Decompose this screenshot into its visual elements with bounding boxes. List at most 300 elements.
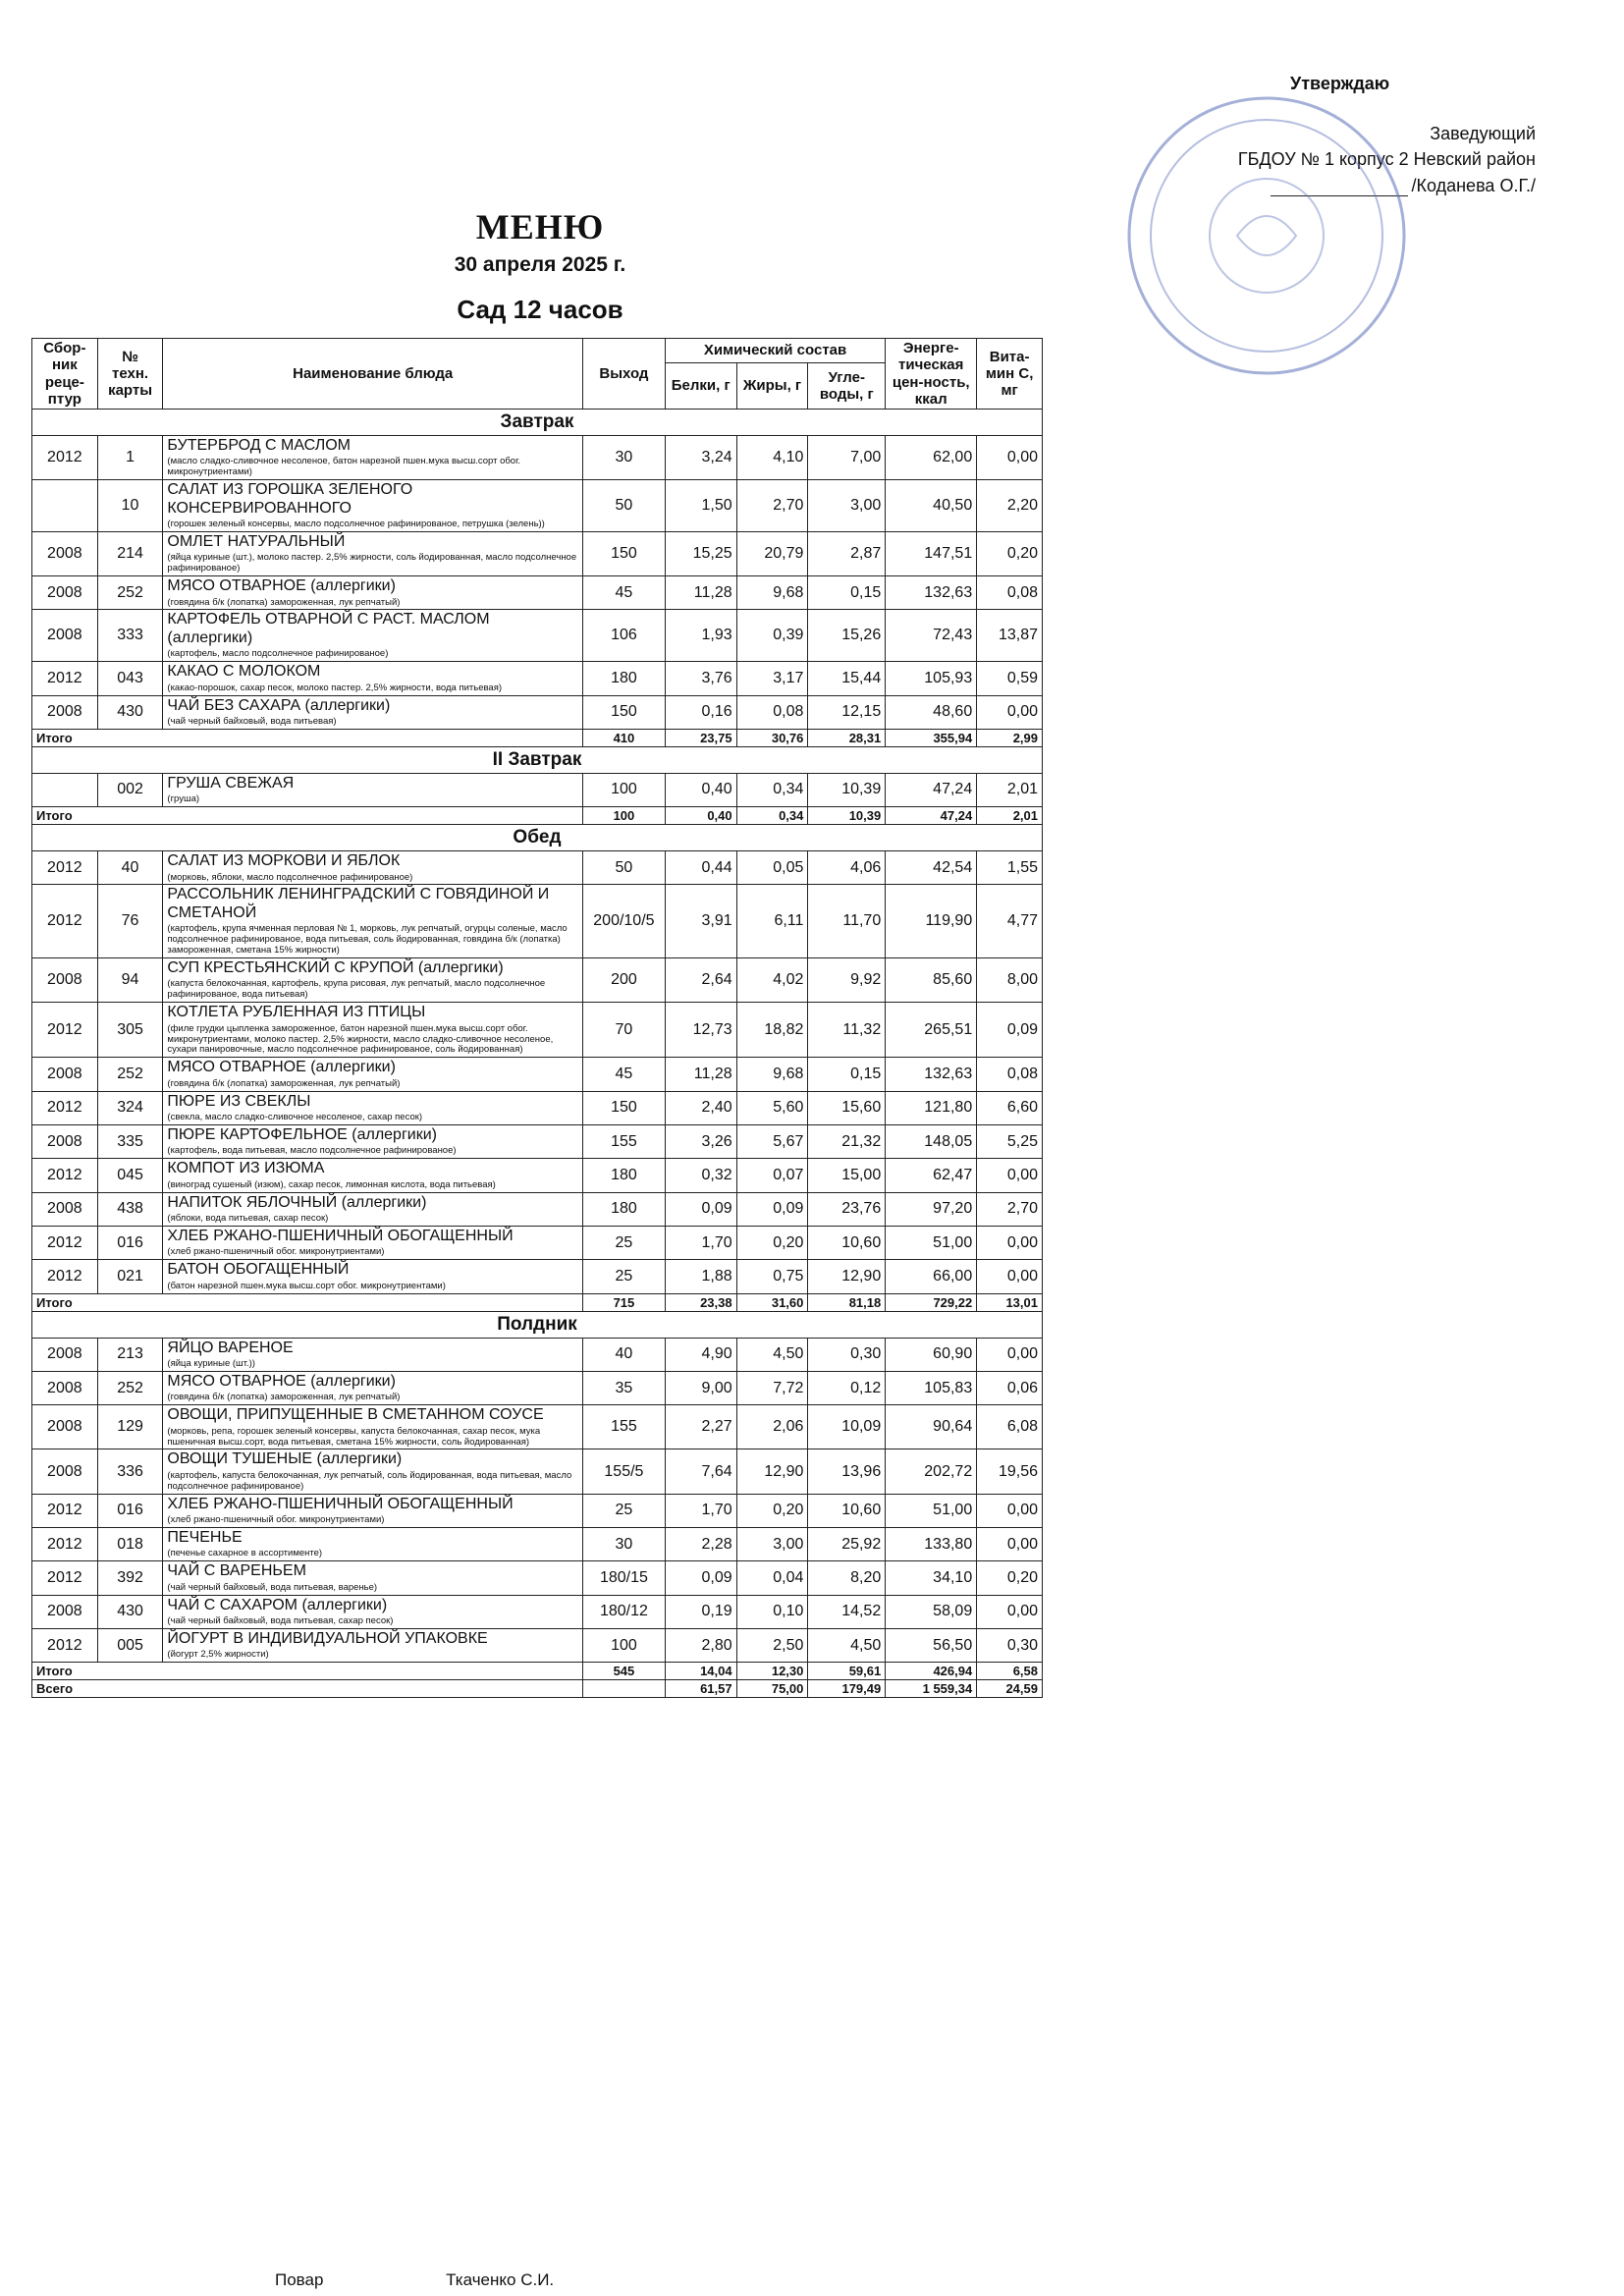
dish-name: ЧАЙ БЕЗ САХАРА (аллергики) [167, 696, 391, 714]
section-header [32, 1311, 1043, 1338]
total-yield: 545 [582, 1663, 665, 1680]
card-number: 430 [97, 695, 163, 729]
yield-value: 70 [582, 1003, 665, 1058]
total-yield: 715 [582, 1293, 665, 1311]
fat-value: 2,50 [736, 1628, 808, 1662]
dish-name: ХЛЕБ РЖАНО-ПШЕНИЧНЫЙ ОБОГАЩЕННЫЙ [167, 1227, 514, 1244]
section-title: Завтрак [32, 410, 1043, 436]
yield-value: 45 [582, 1058, 665, 1091]
energy-value: 40,50 [886, 480, 977, 532]
section-title: Обед [32, 825, 1043, 851]
dish-name: КАКАО С МОЛОКОМ [167, 663, 321, 681]
collection-year: 2012 [32, 1494, 98, 1527]
protein-value: 0,32 [665, 1159, 736, 1192]
protein-value: 0,16 [665, 695, 736, 729]
dish-cell [163, 1405, 583, 1449]
section-header [32, 746, 1043, 773]
vitc-value: 4,77 [977, 885, 1043, 958]
carbs-value: 0,15 [808, 1058, 886, 1091]
card-number: 016 [97, 1226, 163, 1259]
total-label: Итого [32, 1293, 583, 1311]
dish-ingredients: (яйца куриные (шт.)) [167, 1357, 255, 1369]
collection-year: 2008 [32, 576, 98, 610]
energy-value: 56,50 [886, 1628, 977, 1662]
header-fat: Жиры, г [736, 363, 808, 410]
carbs-value: 10,60 [808, 1226, 886, 1259]
card-number: 252 [97, 1371, 163, 1404]
vitc-value: 0,06 [977, 1371, 1043, 1404]
table-row [32, 662, 1043, 695]
grand-total-row [32, 1680, 1043, 1698]
yield-value: 150 [582, 695, 665, 729]
total-fat: 12,30 [736, 1663, 808, 1680]
footer [275, 2270, 672, 2290]
card-number: 305 [97, 1003, 163, 1058]
collection-year: 2008 [32, 1449, 98, 1494]
grand-total-energy: 1 559,34 [886, 1680, 977, 1698]
fat-value: 0,09 [736, 1192, 808, 1226]
table-row [32, 1371, 1043, 1404]
vitc-value: 0,59 [977, 662, 1043, 695]
dish-cell [163, 1494, 583, 1527]
dish-cell [163, 576, 583, 610]
vitc-value: 0,00 [977, 1159, 1043, 1192]
energy-value: 121,80 [886, 1091, 977, 1124]
card-number: 018 [97, 1527, 163, 1560]
collection-year: 2008 [32, 1058, 98, 1091]
vitc-value: 6,08 [977, 1405, 1043, 1449]
energy-value: 105,93 [886, 662, 977, 695]
total-carbs: 59,61 [808, 1663, 886, 1680]
vitc-value: 0,20 [977, 1561, 1043, 1595]
grand-total-fat: 75,00 [736, 1680, 808, 1698]
yield-value: 155 [582, 1405, 665, 1449]
dish-ingredients: (чай черный байховый, вода питьевая) [167, 715, 337, 727]
carbs-value: 10,09 [808, 1405, 886, 1449]
carbs-value: 11,32 [808, 1003, 886, 1058]
dish-cell [163, 885, 583, 958]
card-number: 252 [97, 1058, 163, 1091]
dish-cell [163, 1527, 583, 1560]
protein-value: 11,28 [665, 1058, 736, 1091]
fat-value: 0,20 [736, 1226, 808, 1259]
table-row [32, 1159, 1043, 1192]
table-row [32, 1449, 1043, 1494]
dish-name: БАТОН ОБОГАЩЕННЫЙ [167, 1261, 350, 1279]
grand-total-protein: 61,57 [665, 1680, 736, 1698]
yield-value: 50 [582, 851, 665, 885]
vitc-value: 13,87 [977, 610, 1043, 662]
cook-label: Повар [275, 2270, 324, 2289]
dish-cell [163, 1595, 583, 1628]
card-number: 76 [97, 885, 163, 958]
yield-value: 150 [582, 1091, 665, 1124]
yield-value: 30 [582, 1527, 665, 1560]
header-card: № техн. карты [97, 339, 163, 410]
vitc-value: 0,00 [977, 1260, 1043, 1293]
collection-year: 2008 [32, 1595, 98, 1628]
dish-ingredients: (хлеб ржано-пшеничный обог. микронутриентами) [167, 1246, 385, 1258]
carbs-value: 12,90 [808, 1260, 886, 1293]
card-number: 129 [97, 1405, 163, 1449]
card-number: 252 [97, 576, 163, 610]
table-row [32, 436, 1043, 480]
table-row [32, 851, 1043, 885]
vitc-value: 0,08 [977, 576, 1043, 610]
table-row [32, 1192, 1043, 1226]
dish-ingredients: (хлеб ржано-пшеничный обог. микронутриентами) [167, 1514, 385, 1526]
dish-cell [163, 1338, 583, 1371]
total-vitc: 6,58 [977, 1663, 1043, 1680]
dish-cell [163, 1561, 583, 1595]
total-protein: 23,75 [665, 729, 736, 746]
carbs-value: 14,52 [808, 1595, 886, 1628]
fat-value: 6,11 [736, 885, 808, 958]
protein-value: 2,64 [665, 957, 736, 1002]
collection-year: 2012 [32, 436, 98, 480]
dish-ingredients: (говядина б/к (лопатка) замороженная, лук репчатый) [167, 1392, 401, 1403]
yield-value: 100 [582, 1628, 665, 1662]
energy-value: 119,90 [886, 885, 977, 958]
yield-value: 200 [582, 957, 665, 1002]
protein-value: 3,91 [665, 885, 736, 958]
dish-ingredients: (груша) [167, 793, 200, 805]
carbs-value: 4,06 [808, 851, 886, 885]
protein-value: 1,70 [665, 1494, 736, 1527]
total-energy: 355,94 [886, 729, 977, 746]
protein-value: 0,44 [665, 851, 736, 885]
vitc-value: 0,30 [977, 1628, 1043, 1662]
card-number: 94 [97, 957, 163, 1002]
total-protein: 0,40 [665, 807, 736, 825]
collection-year: 2008 [32, 1338, 98, 1371]
energy-value: 62,00 [886, 436, 977, 480]
table-row [32, 957, 1043, 1002]
total-fat: 31,60 [736, 1293, 808, 1311]
dish-ingredients: (морковь, репа, горошек зеленый консервы, капуста белокочанная, сахар песок, мука пшеничная высш.сорт, вода питьевая, сметана 15% жирности, соль йодированная) [167, 1425, 541, 1448]
table-row [32, 480, 1043, 532]
collection-year: 2008 [32, 1192, 98, 1226]
yield-value: 155/5 [582, 1449, 665, 1494]
dish-name: КОМПОТ ИЗ ИЗЮМА [167, 1160, 325, 1177]
card-number: 002 [97, 773, 163, 806]
vitc-value: 0,00 [977, 1494, 1043, 1527]
carbs-value: 15,00 [808, 1159, 886, 1192]
fat-value: 0,10 [736, 1595, 808, 1628]
dish-name: МЯСО ОТВАРНОЕ (аллергики) [167, 1372, 396, 1390]
dish-ingredients: (яйца куриные (шт.), молоко пастер. 2,5% жирности, соль йодированная, масло подсолнечное рафинированое) [167, 552, 577, 574]
total-carbs: 28,31 [808, 729, 886, 746]
card-number: 333 [97, 610, 163, 662]
fat-value: 20,79 [736, 531, 808, 575]
energy-value: 97,20 [886, 1192, 977, 1226]
fat-value: 12,90 [736, 1449, 808, 1494]
total-label: Итого [32, 729, 583, 746]
header-energy: Энерге-тическая цен-ность, ккал [886, 339, 977, 410]
dish-cell [163, 851, 583, 885]
carbs-value: 0,12 [808, 1371, 886, 1404]
dish-ingredients: (говядина б/к (лопатка) замороженная, лук репчатый) [167, 596, 401, 608]
table-row [32, 1091, 1043, 1124]
dish-name: РАССОЛЬНИК ЛЕНИНГРАДСКИЙ С ГОВЯДИНОЙ И СМЕТАНОЙ [167, 886, 550, 921]
collection-year: 2008 [32, 1405, 98, 1449]
energy-value: 90,64 [886, 1405, 977, 1449]
fat-value: 4,10 [736, 436, 808, 480]
card-number: 335 [97, 1125, 163, 1159]
vitc-value: 1,55 [977, 851, 1043, 885]
vitc-value: 2,01 [977, 773, 1043, 806]
card-number: 40 [97, 851, 163, 885]
collection-year: 2008 [32, 957, 98, 1002]
total-yield: 410 [582, 729, 665, 746]
dish-name: ЯЙЦО ВАРЕНОЕ [167, 1339, 294, 1356]
dish-cell [163, 773, 583, 806]
dish-ingredients: (говядина б/к (лопатка) замороженная, лук репчатый) [167, 1077, 401, 1089]
yield-value: 180 [582, 1159, 665, 1192]
dish-ingredients: (морковь, яблоки, масло подсолнечное рафинированое) [167, 871, 413, 883]
dish-name: ХЛЕБ РЖАНО-ПШЕНИЧНЫЙ ОБОГАЩЕННЫЙ [167, 1495, 514, 1512]
total-carbs: 10,39 [808, 807, 886, 825]
dish-cell [163, 1371, 583, 1404]
official-stamp [1119, 88, 1414, 383]
dish-cell [163, 957, 583, 1002]
fat-value: 0,07 [736, 1159, 808, 1192]
menu-table [31, 338, 1043, 1698]
total-protein: 14,04 [665, 1663, 736, 1680]
dish-name: ЙОГУРТ В ИНДИВИДУАЛЬНОЙ УПАКОВКЕ [167, 1629, 488, 1647]
energy-value: 72,43 [886, 610, 977, 662]
dish-name: ПЕЧЕНЬЕ [167, 1528, 243, 1546]
dish-ingredients: (свекла, масло сладко-сливочное несоленое, сахар песок) [167, 1112, 423, 1123]
energy-value: 62,47 [886, 1159, 977, 1192]
carbs-value: 11,70 [808, 885, 886, 958]
dish-cell [163, 610, 583, 662]
carbs-value: 3,00 [808, 480, 886, 532]
energy-value: 265,51 [886, 1003, 977, 1058]
vitc-value: 0,00 [977, 695, 1043, 729]
table-row [32, 576, 1043, 610]
carbs-value: 2,87 [808, 531, 886, 575]
card-number: 324 [97, 1091, 163, 1124]
dish-ingredients: (яблоки, вода питьевая, сахар песок) [167, 1213, 329, 1225]
dish-ingredients: (печенье сахарное в ассортименте) [167, 1548, 323, 1559]
energy-value: 132,63 [886, 1058, 977, 1091]
collection-year: 2012 [32, 851, 98, 885]
dish-name: НАПИТОК ЯБЛОЧНЫЙ (аллергики) [167, 1193, 427, 1211]
carbs-value: 7,00 [808, 436, 886, 480]
card-number: 438 [97, 1192, 163, 1226]
dish-cell [163, 1226, 583, 1259]
vitc-value: 0,00 [977, 1226, 1043, 1259]
collection-year: 2012 [32, 662, 98, 695]
header-vitc: Вита-мин С, мг [977, 339, 1043, 410]
dish-ingredients: (какао-порошок, сахар песок, молоко пастер. 2,5% жирности, вода питьевая) [167, 682, 503, 693]
dish-ingredients: (йогурт 2,5% жирности) [167, 1649, 269, 1661]
dish-cell [163, 436, 583, 480]
header-collection: Сбор-ник реце-птур [32, 339, 98, 410]
protein-value: 3,76 [665, 662, 736, 695]
table-row [32, 1125, 1043, 1159]
total-energy: 729,22 [886, 1293, 977, 1311]
fat-value: 9,68 [736, 1058, 808, 1091]
section-title: Полдник [32, 1311, 1043, 1338]
collection-year: 2012 [32, 1091, 98, 1124]
yield-value: 180/15 [582, 1561, 665, 1595]
vitc-value: 0,09 [977, 1003, 1043, 1058]
dish-ingredients: (капуста белокочанная, картофель, крупа рисовая, лук репчатый, масло подсолнечное рафинированое, вода питьевая) [167, 978, 546, 1001]
collection-year: 2012 [32, 1561, 98, 1595]
menu-body [32, 410, 1043, 1698]
collection-year: 2008 [32, 695, 98, 729]
dish-cell [163, 1159, 583, 1192]
yield-value: 155 [582, 1125, 665, 1159]
fat-value: 3,00 [736, 1527, 808, 1560]
protein-value: 12,73 [665, 1003, 736, 1058]
table-row [32, 885, 1043, 958]
carbs-value: 25,92 [808, 1527, 886, 1560]
fat-value: 9,68 [736, 576, 808, 610]
fat-value: 0,04 [736, 1561, 808, 1595]
vitc-value: 5,25 [977, 1125, 1043, 1159]
card-number: 1 [97, 436, 163, 480]
yield-value: 30 [582, 436, 665, 480]
carbs-value: 10,39 [808, 773, 886, 806]
yield-value: 200/10/5 [582, 885, 665, 958]
protein-value: 1,70 [665, 1226, 736, 1259]
dish-name: ЧАЙ С ВАРЕНЬЕМ [167, 1562, 306, 1580]
fat-value: 0,34 [736, 773, 808, 806]
total-vitc: 13,01 [977, 1293, 1043, 1311]
dish-ingredients: (картофель, капуста белокочанная, лук репчатый, соль йодированная, вода питьевая, масло подсолнечное рафинированое) [167, 1469, 572, 1492]
card-number: 213 [97, 1338, 163, 1371]
dish-name: КОТЛЕТА РУБЛЕННАЯ ИЗ ПТИЦЫ [167, 1004, 426, 1021]
fat-value: 4,02 [736, 957, 808, 1002]
vitc-value: 0,00 [977, 1527, 1043, 1560]
carbs-value: 15,60 [808, 1091, 886, 1124]
grand-total-carbs: 179,49 [808, 1680, 886, 1698]
section-header [32, 825, 1043, 851]
approval-name: /Коданева О.Г./ [1411, 175, 1536, 195]
protein-value: 1,88 [665, 1260, 736, 1293]
header-carbs: Угле-воды, г [808, 363, 886, 410]
dish-ingredients: (филе грудки цыпленка замороженное, батон нарезной пшен.мука высш.сорт обог. микронутриентами, молоко пастер. 2,5% жирности, масло сладко-сливочное несоленое, сухари панировочные, масло подсолнечное рафинированое, соль йодированная) [167, 1022, 554, 1056]
dish-name: ЧАЙ С САХАРОМ (аллергики) [167, 1596, 388, 1613]
dish-ingredients: (чай черный байховый, вода питьевая, сахар песок) [167, 1614, 394, 1626]
page-title: МЕНЮ [475, 207, 605, 246]
collection-year: 2012 [32, 1527, 98, 1560]
dish-ingredients: (масло сладко-сливочное несоленое, батон нарезной пшен.мука высш.сорт обог. микронутриентами) [167, 456, 521, 478]
dish-name: ОВОЩИ, ПРИПУЩЕННЫЕ В СМЕТАННОМ СОУСЕ [167, 1406, 544, 1424]
dish-name: СУП КРЕСТЬЯНСКИЙ С КРУПОЙ (аллергики) [167, 958, 504, 976]
protein-value: 9,00 [665, 1371, 736, 1404]
total-label: Итого [32, 807, 583, 825]
total-carbs: 81,18 [808, 1293, 886, 1311]
carbs-value: 12,15 [808, 695, 886, 729]
energy-value: 147,51 [886, 531, 977, 575]
protein-value: 0,40 [665, 773, 736, 806]
dish-ingredients: (чай черный байховый, вода питьевая, варенье) [167, 1581, 378, 1593]
approval-position: Заведующий [1430, 123, 1536, 143]
table-row [32, 695, 1043, 729]
dish-name: ГРУША СВЕЖАЯ [167, 774, 295, 792]
yield-value: 25 [582, 1260, 665, 1293]
fat-value: 4,50 [736, 1338, 808, 1371]
dish-name: БУТЕРБРОД С МАСЛОМ [167, 437, 351, 454]
protein-value: 4,90 [665, 1338, 736, 1371]
fat-value: 0,20 [736, 1494, 808, 1527]
total-fat: 30,76 [736, 729, 808, 746]
energy-value: 132,63 [886, 576, 977, 610]
table-row [32, 1003, 1043, 1058]
card-number: 336 [97, 1449, 163, 1494]
yield-value: 106 [582, 610, 665, 662]
carbs-value: 4,50 [808, 1628, 886, 1662]
yield-value: 25 [582, 1494, 665, 1527]
energy-value: 51,00 [886, 1226, 977, 1259]
collection-year: 2008 [32, 531, 98, 575]
dish-cell [163, 1058, 583, 1091]
carbs-value: 8,20 [808, 1561, 886, 1595]
dish-name: САЛАТ ИЗ МОРКОВИ И ЯБЛОК [167, 852, 401, 870]
carbs-value: 0,30 [808, 1338, 886, 1371]
protein-value: 1,50 [665, 480, 736, 532]
card-number: 016 [97, 1494, 163, 1527]
energy-value: 202,72 [886, 1449, 977, 1494]
carbs-value: 15,44 [808, 662, 886, 695]
dish-cell [163, 1091, 583, 1124]
dish-name: САЛАТ ИЗ ГОРОШКА ЗЕЛЕНОГО КОНСЕРВИРОВАННОГО [167, 481, 413, 517]
fat-value: 7,72 [736, 1371, 808, 1404]
energy-value: 85,60 [886, 957, 977, 1002]
energy-value: 42,54 [886, 851, 977, 885]
vitc-value: 6,60 [977, 1091, 1043, 1124]
section-total-row [32, 729, 1043, 746]
carbs-value: 15,26 [808, 610, 886, 662]
section-total-row [32, 1663, 1043, 1680]
vitc-value: 0,00 [977, 1595, 1043, 1628]
dish-cell [163, 1449, 583, 1494]
table-row [32, 1405, 1043, 1449]
carbs-value: 10,60 [808, 1494, 886, 1527]
dish-name: МЯСО ОТВАРНОЕ (аллергики) [167, 1059, 396, 1076]
protein-value: 2,28 [665, 1527, 736, 1560]
fat-value: 18,82 [736, 1003, 808, 1058]
protein-value: 11,28 [665, 576, 736, 610]
yield-value: 35 [582, 1371, 665, 1404]
collection-year: 2008 [32, 1371, 98, 1404]
card-number: 005 [97, 1628, 163, 1662]
total-vitc: 2,01 [977, 807, 1043, 825]
dish-ingredients: (виноград сушеный (изюм), сахар песок, лимонная кислота, вода питьевая) [167, 1178, 496, 1190]
vitc-value: 0,00 [977, 1338, 1043, 1371]
header-chem: Химический состав [665, 339, 885, 363]
vitc-value: 2,20 [977, 480, 1043, 532]
protein-value: 3,24 [665, 436, 736, 480]
energy-value: 58,09 [886, 1595, 977, 1628]
fat-value: 0,08 [736, 695, 808, 729]
total-yield: 100 [582, 807, 665, 825]
table-row [32, 531, 1043, 575]
table-row [32, 773, 1043, 806]
dish-cell [163, 1003, 583, 1058]
approval-header: Утверждаю [1290, 74, 1390, 93]
energy-value: 60,90 [886, 1338, 977, 1371]
energy-value: 66,00 [886, 1260, 977, 1293]
table-row [32, 1226, 1043, 1259]
card-number: 043 [97, 662, 163, 695]
dish-ingredients: (картофель, крупа ячменная перловая № 1, морковь, лук репчатый, огурцы соленые, масло подсолнечное рафинированое, вода питьевая, соль йодированная, говядина б/к (лопатка) замороженная, сметана 15% жирности) [167, 923, 568, 957]
total-label: Итого [32, 1663, 583, 1680]
